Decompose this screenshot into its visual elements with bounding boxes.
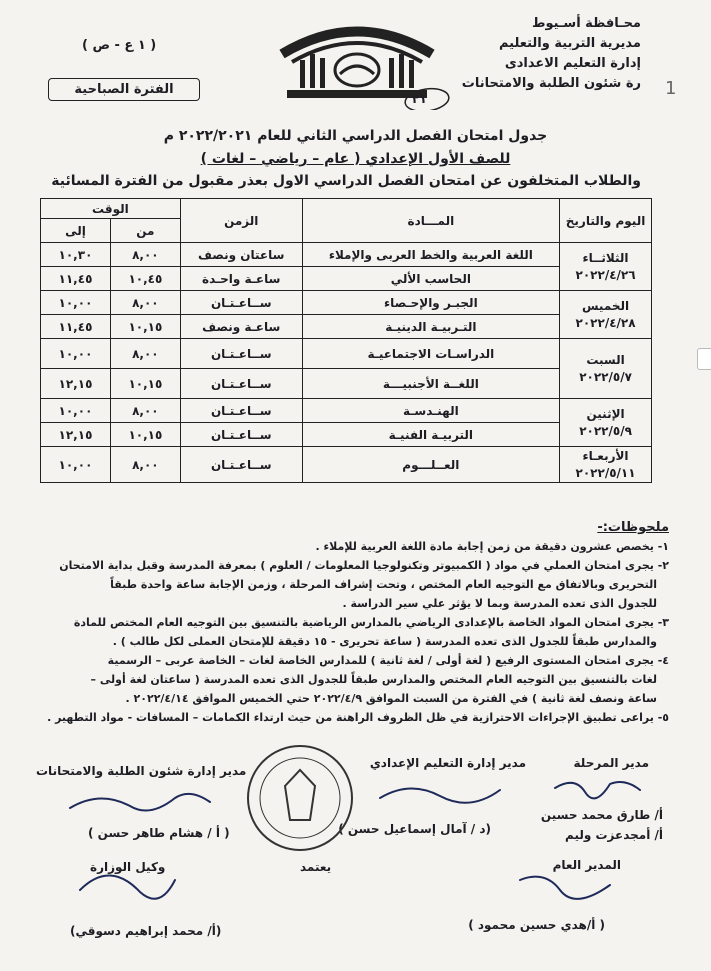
duration-cell: ســاعـتـان: [180, 339, 302, 369]
from-cell: ٨,٠٠: [110, 399, 180, 423]
from-cell: ١٠,١٥: [110, 369, 180, 399]
notes-list: [34, 537, 669, 727]
page-number: 1: [665, 78, 677, 99]
table-row: [41, 447, 652, 483]
day-cell: [560, 399, 652, 447]
form-code: ( ١ ع - ص ): [82, 38, 157, 53]
affairs-director-title: مدير إدارة شئون الطلبة والامتحانات: [36, 764, 247, 778]
table-row: [41, 291, 652, 315]
day-name: الإثنين: [586, 406, 625, 421]
header-subject: المـــادة: [302, 199, 559, 243]
note-line: للجدول الذى تعده المدرسة وبما لا يؤثر علي سير الدراسة .: [342, 597, 657, 610]
late-students-line: والطلاب المتخلفون عن امتحان الفصل الدراسي الاول بعذر مقبول من الفترة المسائية: [51, 173, 641, 189]
header-day: اليوم والتاريخ: [560, 199, 652, 243]
subject-cell: التربيـة الفنيـة: [302, 423, 559, 447]
day-cell: [560, 291, 652, 339]
day-name: السبت: [586, 352, 625, 367]
signature-stage-manager: [555, 782, 640, 798]
general-manager-title: المدير العام: [552, 858, 621, 872]
day-name: الثلاثــاء: [582, 250, 629, 265]
from-cell: ٨,٠٠: [110, 291, 180, 315]
subject-cell: التـربيـة الدينيـة: [302, 315, 559, 339]
to-cell: ١١,٤٥: [41, 267, 111, 291]
from-cell: ١٠,١٥: [110, 315, 180, 339]
to-cell: ١١,٤٥: [41, 315, 111, 339]
grade-title: للصف الأول الإعدادي ( عام – رياضي – لغات ): [200, 151, 511, 167]
notes-heading: ملحوظات:-: [597, 520, 669, 535]
day-cell: [560, 243, 652, 291]
shift-box: الفترة الصباحية: [48, 78, 200, 101]
table-row: [41, 399, 652, 423]
subject-cell: اللغة العربية والخط العربى والإملاء: [302, 243, 559, 267]
from-cell: ١٠,٤٥: [110, 267, 180, 291]
signature-undersecretary: [80, 875, 175, 898]
governorate-line: محـافظة أسـيوط: [532, 16, 641, 31]
to-cell: ١٠,٠٠: [41, 447, 111, 483]
header-time: الوقت: [41, 199, 181, 219]
approval-label: يعتمد: [300, 860, 332, 874]
duration-cell: ساعتان ونصف: [180, 243, 302, 267]
day-name: الأربعـاء: [582, 448, 629, 463]
day-date: ٢٠٢٢/٥/١١: [575, 465, 636, 480]
signatures-drawing: [0, 740, 711, 971]
duration-cell: ساعـة ونصف: [180, 315, 302, 339]
header-to: إلى: [41, 219, 111, 243]
signature-general-manager: [520, 877, 610, 899]
department-line: رة شئون الطلبة والامتحانات: [461, 76, 641, 91]
to-cell: ١٠,٠٠: [41, 291, 111, 315]
day-date: ٢٠٢٢/٥/٧: [579, 369, 632, 384]
stage-manager-title: مدير المرحلة: [573, 756, 649, 770]
signature-prep-director: [380, 788, 500, 802]
ministry-logo: [262, 14, 452, 110]
from-cell: ٨,٠٠: [110, 447, 180, 483]
subject-cell: الحاسب الألي: [302, 267, 559, 291]
prep-ed-director-title: مدير إدارة التعليم الإعدادي: [369, 756, 526, 770]
duration-cell: ســاعـتـان: [180, 399, 302, 423]
to-cell: ١٠,٠٠: [41, 339, 111, 369]
signature-affairs-director: [70, 794, 210, 811]
note-line: ٥- يراعى تطبيق الإجراءات الاحترازية في ظل الظروف الراهنة من حيث ارتداء الكمامات – المسافات - مواد التطهير .: [47, 711, 669, 724]
subject-cell: اللغــة الأجنبيـــة: [302, 369, 559, 399]
day-date: ٢٠٢٢/٤/٢٦: [575, 267, 636, 282]
subject-cell: الدراسـات الاجتماعيـة: [302, 339, 559, 369]
affairs-director-name: ( أ / هشام طاهر حسن ): [88, 826, 230, 840]
to-cell: ١٠,٠٠: [41, 399, 111, 423]
day-cell: [560, 447, 652, 483]
stage-manager-name-1: أ/ طارق محمد حسين: [540, 808, 663, 822]
note-line: التحريرى وبالاتفاق مع التوجيه العام المختص ، وتحت إشراف المرحلة ، وزمن الإجابة ساعة واحدة طبقاً: [110, 578, 657, 591]
note-line: ٤- يجرى امتحان المستوى الرفيع ( لغة أولى / لغة ثانية ) للمدارس الخاصة لغات – الخاصة عربى – الرسمية: [107, 654, 669, 667]
directorate-line: مديرية التربية والتعليم: [498, 36, 641, 51]
to-cell: ١٠,٣٠: [41, 243, 111, 267]
duration-cell: ساعـة واحـدة: [180, 267, 302, 291]
administration-line: إدارة التعليم الاعدادى: [504, 56, 641, 71]
schedule-title: جدول امتحان الفصل الدراسي الثاني للعام ٢٠٢٢/٢٠٢١ م: [163, 128, 548, 144]
official-stamp: [248, 746, 352, 850]
day-cell: [560, 339, 652, 399]
to-cell: ١٢,١٥: [41, 423, 111, 447]
subject-cell: الجبـر والإحـصاء: [302, 291, 559, 315]
header-authority: [462, 14, 641, 94]
to-cell: ١٢,١٥: [41, 369, 111, 399]
scroll-handle-icon[interactable]: [697, 348, 711, 370]
logo-number: ٢١: [412, 92, 427, 106]
note-line: ٣- يجرى امتحان المواد الخاصة بالإعدادى الرياضي بالمدارس الرياضية بالتنسيق بين التوجيه العام المختص للمادة: [73, 616, 669, 629]
undersecretary-title: وكيل الوزارة: [90, 860, 166, 874]
from-cell: ١٠,١٥: [110, 423, 180, 447]
general-manager-name: ( أ/هدي حسين محمود ): [468, 918, 605, 932]
exam-table: [40, 198, 652, 483]
stage-manager-name-2: أ/ أمجدعزت وليم: [565, 828, 663, 842]
day-date: ٢٠٢٢/٤/٢٨: [575, 315, 636, 330]
subject-cell: الهنـدسـة: [302, 399, 559, 423]
duration-cell: ســاعـتـان: [180, 291, 302, 315]
table-row: [41, 339, 652, 369]
duration-cell: ســاعـتـان: [180, 369, 302, 399]
note-line: ١- يخصص عشرون دقيقة من زمن إجابة مادة اللغة العربية للإملاء .: [315, 540, 669, 553]
note-line: ٢- يجرى امتحان العملي في مواد ( الكمبيوتر وتكنولوجيا المعلومات / العلوم ) بمعرفة المدرسة وقبل بداية الامتحان: [59, 559, 669, 572]
from-cell: ٨,٠٠: [110, 243, 180, 267]
duration-cell: ســاعـتـان: [180, 447, 302, 483]
header-from: من: [110, 219, 180, 243]
notes-section: [34, 518, 669, 727]
header-duration: الزمن: [180, 199, 302, 243]
from-cell: ٨,٠٠: [110, 339, 180, 369]
prep-ed-director-name: (د / آمال إسماعيل حسن ): [338, 822, 491, 836]
table-row: [41, 243, 652, 267]
note-line: لغات بالتنسيق بين التوجيه العام المختص والمدارس طبقاً للجدول الذى تعده المدرسة ( ساعتان لغة أولى –: [90, 673, 657, 686]
subject-cell: العــلـــوم: [302, 447, 559, 483]
duration-cell: ســاعـتـان: [180, 423, 302, 447]
day-name: الخميس: [581, 298, 630, 313]
undersecretary-name: (أ/ محمد إبراهيم دسوقي): [70, 924, 222, 938]
note-line: والمدارس طبقاً للجدول الذى تعده المدرسة ( ساعة تحريرى - ١٥ دقيقة للإمتحان العملى لكل طالب ) .: [112, 635, 657, 648]
day-date: ٢٠٢٢/٥/٩: [579, 423, 632, 438]
note-line: ساعة ونصف لغة ثانية ) في الفترة من السبت الموافق ٢٠٢٢/٤/٩ حتي الخميس الموافق ٢٠٢٢/٤/١٤ .: [125, 692, 657, 705]
